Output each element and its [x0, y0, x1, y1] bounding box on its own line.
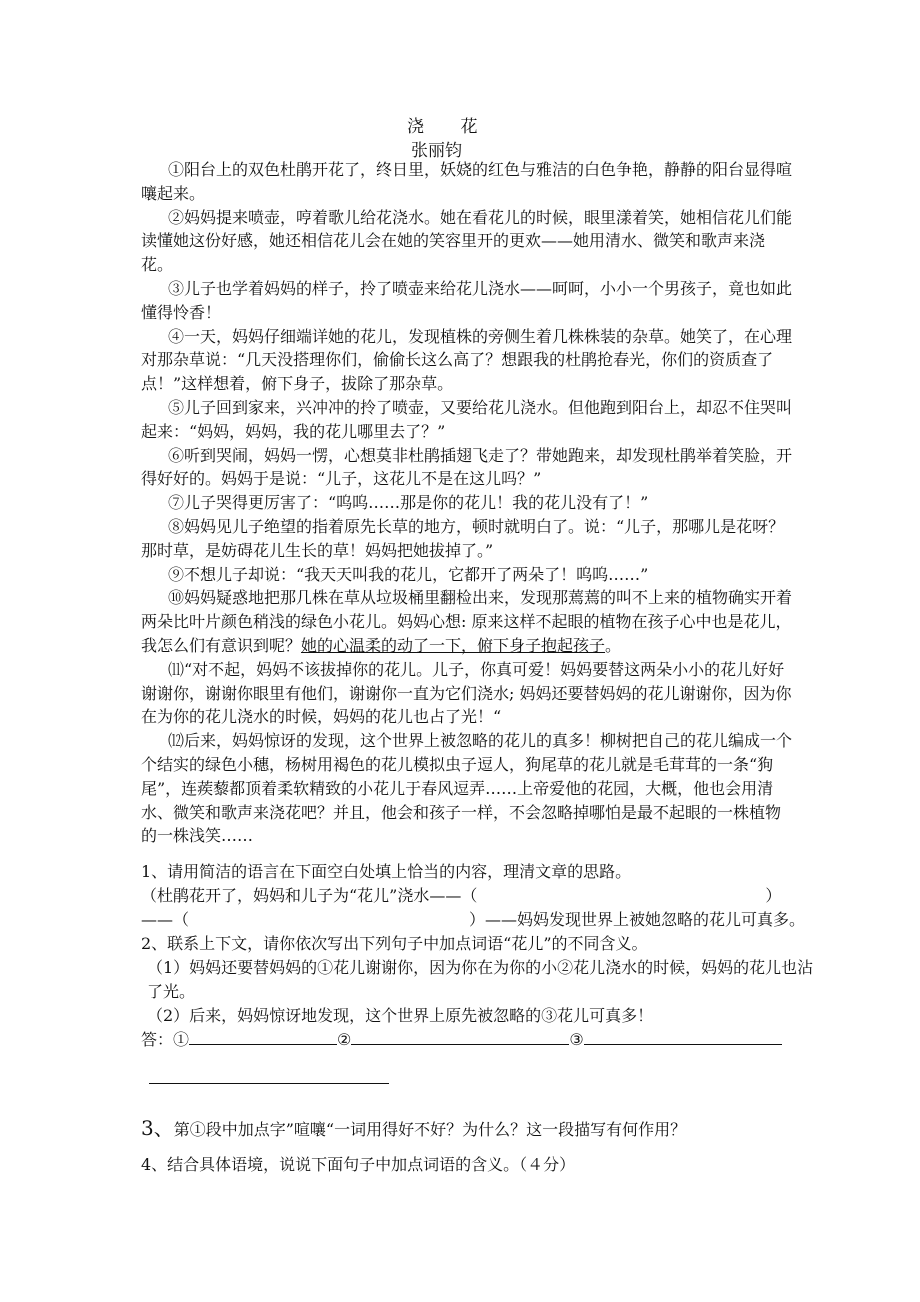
answer-line-2[interactable]: [351, 1028, 569, 1045]
paragraph-5: ⑤儿子回到家来，兴冲冲的拎了喷壶，又要给花儿浇水。但他跑到阳台上，却忍不住哭叫起来：“妈妈，妈妈，我的花儿哪里去了？”: [141, 397, 793, 441]
paragraph-6: ⑥听到哭闹，妈妈一愣，心想莫非杜鹃插翅飞走了？带她跑来，却发现杜鹃举着笑脸，开得好好的。妈妈于是说：“儿子，这花儿不是在这儿吗？”: [141, 445, 793, 489]
paragraph-10-end: 。: [605, 635, 622, 655]
answer-mark-3: ③: [569, 1030, 584, 1049]
title-char-1: 浇: [407, 117, 425, 137]
answer-label: 答：①: [141, 1030, 190, 1049]
question-2-title: 2、联系上下文，请你依次写出下列句子中加点词语“花儿”的不同含义。: [141, 934, 648, 953]
article-title: [407, 112, 478, 137]
question-3-text: 第①段中加点字”喧嚷“一词用得好不好？为什么？这一段描写有何作用？: [173, 1120, 687, 1139]
question-1-line-1-end: ）: [765, 886, 782, 905]
question-1-title: 1、请用简洁的语言在下面空白处填上恰当的内容，理清文章的思路。: [141, 862, 632, 881]
paragraph-12: ⑿后来，妈妈惊讶的发现，这个世界上被忽略的花儿的真多！柳树把自己的花儿编成一个个结实的绿色小穗，杨树用褐色的花儿模拟虫子逗人，狗尾草的花儿就是毛茸茸的一条“狗尾”，连蒺藜都顶着柔软精致的小花儿于春风逗弄……上帝爱他的花园，大概，他也会用清水、微笑和歌声来浇花吧？并且，他会和孩子一样，不会忽略掉哪怕是最不起眼的一株植物的一株浅笑……: [141, 731, 793, 846]
question-3: [141, 1112, 686, 1141]
article-body: [141, 158, 795, 848]
answer-line-4[interactable]: [149, 1082, 389, 1084]
question-4: 4、结合具体语境，说说下面句子中加点词语的含义。（４分）: [141, 1155, 576, 1174]
question-1-line-1-start: （杜鹃花开了，妈妈和儿子为“花儿”浇水——（: [141, 886, 478, 905]
paragraph-2: ②妈妈提来喷壶，哼着歌儿给花浇水。她在看花儿的时候，眼里漾着笑，她相信花儿们能读懂她这份好感，她还相信花儿会在她的笑容里开的更欢——她用清水、微笑和歌声来浇花。: [141, 207, 793, 275]
title-char-2: 花: [460, 117, 478, 137]
question-1-line-2: [141, 908, 821, 932]
answer-mark-2: ②: [337, 1030, 352, 1049]
article-author: 张丽钧: [411, 141, 462, 161]
answer-line-3[interactable]: [584, 1028, 782, 1045]
underlined-sentence: 她的心温柔的动了一下，俯下身子抱起孩子: [301, 635, 606, 655]
question-2-item-2: （2）后来，妈妈惊讶地发现，这个世界上原先被忽略的③花儿可真多！: [147, 1006, 654, 1025]
question-1-line-1: [141, 884, 821, 908]
paragraph-1: ①阳台上的双色杜鹃开花了，终日里，妖娆的红色与雅洁的白色争艳，静静的阳台显得喧嚷起来。: [141, 160, 793, 203]
answer-line-1[interactable]: [189, 1028, 337, 1045]
paragraph-8: ⑧妈妈见儿子绝望的指着原先长草的地方，顿时就明白了。说：“儿子，那哪儿是花呀？那时草，是妨碍花儿生长的草！妈妈把她拔掉了。”: [141, 516, 785, 560]
paragraph-9: ⑨不想儿子却说：“我天天叫我的花儿，它都开了两朵了！呜呜……”: [168, 564, 649, 584]
question-1-line-2-end: ）——妈妈发现世界上被她忽略的花儿可真多。: [469, 910, 806, 929]
question-1-line-2-start: ——（: [141, 910, 190, 929]
question-2-item-1: （1）妈妈还要替妈妈的①花儿谢谢你，因为你在为你的小②花儿浇水的时候，妈妈的花儿也沾了光。: [147, 958, 814, 1001]
question-3-number: 3、: [141, 1116, 174, 1140]
questions-section: [141, 860, 821, 1052]
paragraph-4: ④一天，妈妈仔细端详她的花儿，发现植株的旁侧生着几株株装的杂草。她笑了，在心理对那杂草说：“几天没搭理你们，偷偷长这么高了？想跟我的杜鹃抢春光，你们的资质查了点！”这样想着，俯下身子，拔除了那杂草。: [141, 326, 793, 394]
paragraph-10-text: ⑩妈妈疑惑地把那几株在草从垃圾桶里翻检出来，发现那蔫蔫的叫不上来的植物确实开着两朵比叶片颜色稍浅的绿色小花儿。妈妈心想: 原来这样不起眼的植物在孩子心中也是花儿，我怎么们有意识到呢？: [141, 588, 793, 655]
question-2-answer-row: [141, 1028, 821, 1052]
paragraph-11: ⑾“对不起，妈妈不该拔掉你的花儿。儿子，你真可爱！妈妈要替这两朵小小的花儿好好谢谢你，谢谢你眼里有他们，谢谢你一直为它们浇水; 妈妈还要替妈妈的花儿谢谢你，因为你在为你的花儿浇水的时候，妈妈的花儿也占了光！“: [141, 659, 792, 727]
paragraph-7: ⑦儿子哭得更厉害了：“呜呜……那是你的花儿！我的花儿没有了！”: [168, 493, 649, 513]
paragraph-3: ③儿子也学着妈妈的样子，拎了喷壶来给花儿浇水——呵呵，小小一个男孩子，竟也如此懂得怜香！: [141, 278, 793, 322]
paragraph-10: [141, 586, 795, 657]
